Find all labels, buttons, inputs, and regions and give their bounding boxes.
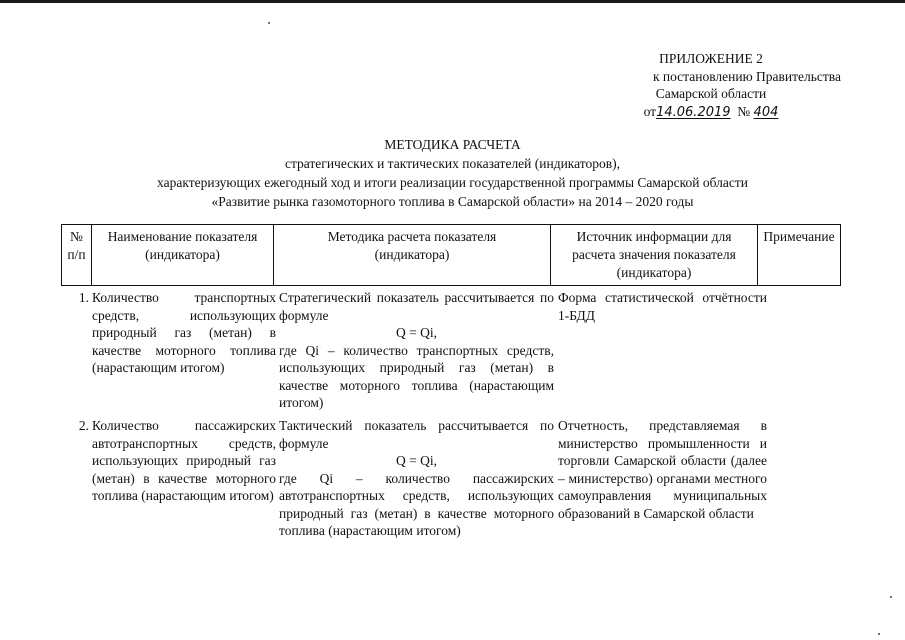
heading-line-3: «Развитие рынка газомоторного топлива в Самарской области» на 2014 – 2020 годы	[211, 194, 694, 209]
formula: Q = Qi,	[396, 325, 437, 340]
method-cell	[279, 289, 554, 412]
method-where: где Qi – количество пассажирских автотранспортных средств, использующих природный газ (метан) в качестве моторного топлива (нарастающим итогом)	[279, 470, 554, 538]
header-method: Методика расчета показателя (индикатора)	[274, 225, 551, 286]
heading-line-1: стратегических и тактических показателей (индикаторов),	[284, 156, 621, 171]
scan-speck	[878, 633, 880, 635]
document-heading	[100, 135, 805, 211]
scan-speck	[890, 596, 892, 598]
method-cell	[279, 417, 554, 540]
appendix-line-2: Самарской области	[655, 86, 767, 101]
scan-speck	[268, 22, 270, 24]
header-note: Примечание	[758, 225, 841, 286]
date-prefix: от	[643, 103, 657, 119]
header-name: Наименование показателя (индикатора)	[92, 225, 274, 286]
table-header	[61, 224, 841, 286]
method-intro: Стратегический показатель рассчитывается по формуле	[279, 290, 554, 323]
indicator-name: Количество транспортных средств, использующих природный газ (метан) в качестве моторного топлива (нарастающим итогом)	[92, 290, 276, 375]
appendix-block	[581, 50, 841, 121]
handwritten-date: 14.06.2019	[656, 104, 731, 120]
handwritten-number: 404	[753, 104, 779, 120]
appendix-date-line	[581, 103, 841, 122]
row-number: 2.	[78, 418, 89, 433]
row-number: 1.	[78, 290, 89, 305]
appendix-line-1: к постановлению Правительства	[652, 68, 841, 84]
source-cell: Отчетность, представляемая в министерство промышленности и торговли Самарской области (далее – министерство) органами местного самоуправления муниципальных образований в Самарской области	[558, 418, 767, 521]
heading-line-2: характеризующих ежегодный ход и итоги реализации государственной программы Самарской области	[157, 175, 748, 190]
source-cell: Форма статистической отчётности 1-БДД	[558, 290, 767, 323]
formula: Q = Qi,	[396, 453, 437, 468]
appendix-title: ПРИЛОЖЕНИЕ 2	[659, 51, 763, 66]
header-source: Источник информации для расчета значения показателя (индикатора)	[551, 225, 758, 286]
number-prefix: №	[737, 103, 751, 119]
method-where: где Qi – количество транспортных средств, использующих природный газ (метан) в качестве моторного топлива (нарастающим итогом)	[279, 342, 554, 410]
heading-title: МЕТОДИКА РАСЧЕТА	[384, 137, 521, 152]
method-intro: Тактический показатель рассчитывается по формуле	[279, 418, 554, 451]
scan-top-edge	[0, 0, 905, 3]
header-num: № п/п	[62, 225, 92, 286]
indicator-name: Количество пассажирских автотранспортных средств, использующих природный газ (метан) в качестве моторного топлива (нарастающим итогом)	[92, 418, 276, 503]
